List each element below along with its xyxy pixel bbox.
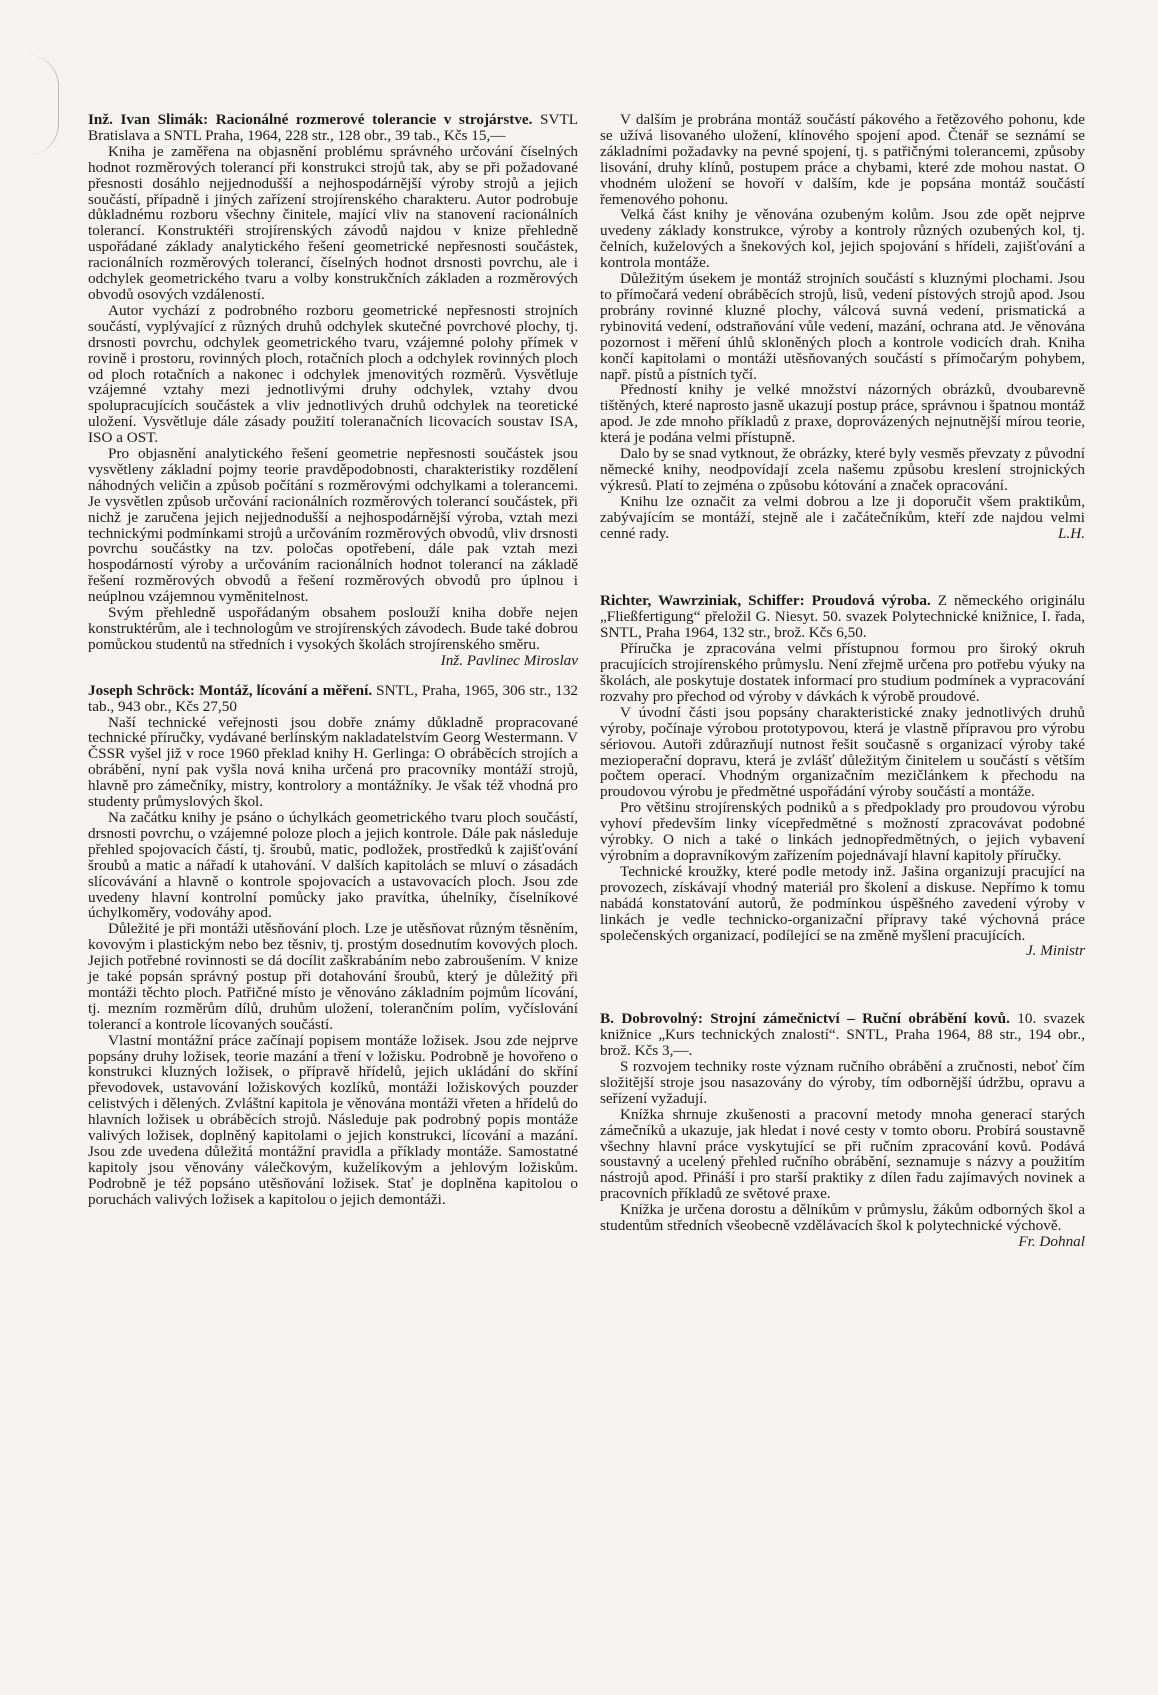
review-publication-info: SNTL, Praha, 1965, 306 str., 132 tab., 943 obr., Kčs 27,50	[88, 681, 579, 715]
review-proudova-vyroba	[600, 593, 1085, 959]
review-signature: L.H.	[1057, 524, 1085, 542]
review-heading	[88, 683, 578, 715]
review-author-title: Richter, Wawrziniak, Schiffer: Proudová výroba.	[600, 592, 931, 610]
review-paragraph	[600, 1201, 1085, 1250]
review-paragraph: Kniha je zaměřena na objasnění problému správného určování číselných hodnot rozměrových tolerancí při konstrukci strojů tak, aby se při požadované přesnosti dosáhlo nejjednodušší a nejhospodárnější výroby strojů a jejich součástí, případně i jiných zařízení strojírenského charakteru. Autor podrobuje důkladnému rozboru všechny činitele, mající vliv na stanovení racionálních tolerancí. Konstruktéři strojírenských závodů najdou v knize přehledně uspořádané základy analytického řešení geometrické nepřesnosti součástek, racionálních rozměrových tolerancí, číselných hodnot drsnosti povrchu, ale i odchylek geometrického tvaru a volby konstrukčních základen a rozměrových obvodů osových vzdáleností.	[88, 142, 578, 303]
review-paragraph: Knížka shrnuje zkušenosti a pracovní metody mnoha generací starých zámečníků a ukazuje, jak hledat i nové cesty v tomto oboru. Probírá soustavně všechny hlavní práce vyskytující se při ručním zpracování kovů. Podává soustavný a ucelený přehled ručního obrábění, seznamuje s názvy a použitím nástrojů apod. Přináší i pro starší praktiky z dílen řadu zajímavých novinek a pracovních příkladů ze světové praxe.	[600, 1105, 1085, 1203]
review-paragraph: Pro většinu strojírenských podniků a s předpoklady pro proudovou výrobu vyhoví především linky vícepředmětné s možností zpracovávat podobné výrobky. O nich a také o linkách jednopředmětných, o jejich vybavení výrobním a dopravníkovým zařízením pojednávají hlavní kapitoly příručky.	[600, 799, 1085, 864]
review-author-title: Joseph Schröck: Montáž, lícování a měření.	[88, 681, 373, 699]
review-paragraph: Příručka je zpracována velmi přístupnou formou pro široký okruh pracujících strojírenského průmyslu. Není zřejmě určena pro potřebu výuky na školách, ale poskytuje dostatek informací pro studium podmínek a vypracování rozvahy pro přechod od výroby v dávkách k výrobě proudové.	[600, 640, 1085, 705]
review-schrock-continued	[600, 112, 1085, 541]
review-paragraph: Svým přehledně uspořádaným obsahem poslouží kniha dobře nejen konstruktérům, ale i technologům ve strojírenských závodech. Bude také dobrou pomůckou studentů na středních i vysokých školách strojírenského směru.	[88, 604, 578, 653]
review-paragraph: Naší technické veřejnosti jsou dobře známy důkladně propracované technické příručky, vydávané berlínským nakladatelstvím Georg Westermann. V ČSSR vyšel již v roce 1960 překlad knihy H. Gerlinga: O obráběcích strojích a obrábění, nyní pak vyšla nová kniha určená pro pracovníky montáží strojů, hlavně pro zámečníky, mistry, kontrolory a montážníky. Je však též vhodná pro studenty průmyslových škol.	[88, 713, 578, 811]
review-paragraph-text: Knížka je určena dorostu a dělníkům v průmyslu, žákům odborných škol a studentům středních všeobecně vzdělávacích škol k polytechnické výchově.	[600, 1201, 1085, 1235]
review-schrock	[88, 683, 578, 1208]
review-dobrovolny	[600, 1010, 1085, 1250]
review-paragraph: Autor vychází z podrobného rozboru geometrické nepřesnosti strojních součástí, vyplývající z různých druhů odchylek skutečné povrchové plochy, tj. drsnosti povrchu, odchylek geometrického tvaru, vzájemné polohy přímek v rovině i prostoru, rovinných ploch, rotačních ploch a odchylek rovinných ploch od ploch rotačních a nakonec i odchylek jmenovitých rozměrů. Vysvětluje vzájemné vztahy mezi jednotlivými druhy odchylek, vztahy dvou spolupracujících součástek a vliv jednotlivých druhů odchylek na teoretické uložení. Vysvětluje dále zásady použití toleranačních licovacích soustav ISA, ISO a OST.	[88, 301, 578, 447]
review-signature: Inž. Pavlinec Miroslav	[440, 651, 578, 669]
review-signature: J. Ministr	[1025, 942, 1085, 960]
review-paragraph: V úvodní části jsou popsány charakteristické znaky jednotlivých druhů výroby, počínaje výrobou prototypovou, která je vlastně přípravou pro výrobu sériovou. Autoři zdůrazňují nutnost řešit současně s organizací výroby také mezioperační dopravu, která je zvlášť důležitým činitelem u součástí s větším počtem operací. Vhodným organizačním mezičlánkem k přechodu na proudovou výrobu je předmětné uspořádání výroby součástí a montáže.	[600, 703, 1085, 801]
review-paragraph	[600, 494, 1085, 542]
review-paragraph-text: Knihu lze označit za velmi dobrou a lze ji doporučit všem praktikům, zabývajícím se montáží, stejně ale i začátečníkům, kteří zde najdou velmi cenné rady.	[600, 492, 1085, 542]
review-slimak	[88, 112, 578, 669]
review-publication-info: SVTL Bratislava a SNTL Praha, 1964, 228 str., 128 obr., 39 tab., Kčs 15,—	[88, 111, 578, 144]
review-signature: Fr. Dohnal	[1018, 1233, 1085, 1250]
review-paragraph: Na začátku knihy je psáno o úchylkách geometrického tvaru ploch součástí, drsnosti povrchu, o vzájemné poloze ploch a jejich kontrole. Dále pak následuje přehled spojovacích částí, tj. šroubů, matic, podložek, prostředků k zajišťování šroubů a matic a nářadí k utahování. V dalších kapitolách se mluví o zásadách slícovávání a hlavně o kontrole spojovacích a ustavovacích ploch. Jsou zde uvedeny hlavní kontrolní pomůcky jako pravítka, úhelníky, číselníkové úchylkoměry, vodováhy apod.	[88, 808, 578, 922]
review-paragraph: Velká část knihy je věnována ozubeným kolům. Jsou zde opět nejprve uvedeny základy konstrukce, výroby a kontroly různých ozubených kol, tj. čelních, kuželových a šnekových kol, jejich spojování s hřídeli, zajišťování a kontrola montáže.	[600, 206, 1085, 272]
review-paragraph: S rozvojem techniky roste význam ručního obrábění a zručnosti, neboť čím složitější stroje jsou nasazovány do výroby, tím odbornější údržbu, opravu a seřízení vyžadují.	[600, 1058, 1085, 1107]
review-paragraph: Dalo by se snad vytknout, že obrázky, které byly vesměs převzaty z původní německé knihy, neodpovídají zcela našemu způsobu kreslení strojnických výkresů. Platí to zejména o způsobu kótování a značek opracování.	[600, 445, 1085, 494]
review-author-title: Inž. Ivan Slimák: Racionálné rozmerové tolerancie v strojárstve.	[88, 111, 533, 128]
review-paragraph: Důležitým úsekem je montáž strojních součástí s kluznými plochami. Jsou to přímočará vedení obráběcích strojů, lisů, vedení pístových strojů apod. Jsou probrány rovinné kluzné plochy, válcová suvná vedení, prismatická a rybinovitá vedení, odstraňování vůle vedení, mazání, ochrana atd. Je věnována pozornost i měření úhlů skloněných ploch a kontrole vodicích drah. Kniha končí kapitolami o montáži utěsňovaných součástí s přímočarým pohybem, např. pístů a pístních tyčí.	[600, 270, 1085, 383]
review-paragraph: Pro objasnění analytického řešení geometrie nepřesnosti součástek jsou vysvětleny základní pojmy teorie pravděpodobnosti, charakteristiky rozdělení náhodných veličin a způsob počítání s rozměrovými odchylkami a tolerancemi. Je vysvětlen způsob určování racionálních rozměrových tolerancí součástek, při nichž je zaručena jejich nejjednodušší a nejhospodárnější výroba, vztah mezi technickými podmínkami strojů a určováním rozměrových obvodů, vliv drsnosti povrchu součástky na tzv. poločas opotřebení, dále pak vztah mezi hospodárností výroby a určováním racionálních hodnot tolerancí na základě řešení rozměrových obvodů a řešení rozměrových obvodů pro úplnou i neúplnou vzájemnou vyměnitelnost.	[88, 445, 578, 606]
review-heading	[600, 1011, 1085, 1059]
left-column	[88, 112, 578, 1208]
review-paragraph: Předností knihy je velké množství názorných obrázků, dvoubarevně tištěných, které naprosto jasně ukazují postup práce, správnou i špatnou montáž apod. Je zde mnoho příkladů z praxe, doprovázených nejnutnější mírou teorie, která je podána velmi přístupně.	[600, 381, 1085, 447]
review-paragraph: Důležité je při montáži utěsňování ploch. Lze je utěsňovat různým těsněním, kovovým i plastickým nebo bez těsniv, tj. prostým dosednutím kovových ploch. Jejich potřebné rovinnosti se dá docílit zaškrabáním nebo zabroušením. V knize je také popsán správný postup při dotahování šroubů, který je důležitý při montáži těchto ploch. Patřičné místo je věnováno základním pojmům lícování, tj. mezním rozměrům dílů, druhům uložení, tolerančním polím, vyčíslování tolerancí a kontrole lícovaných součástí.	[88, 920, 578, 1033]
review-author-title: B. Dobrovolný: Strojní zámečnictví – Ruční obrábění kovů.	[600, 1010, 1010, 1028]
review-heading	[88, 112, 578, 144]
right-column	[600, 112, 1085, 1250]
page-binding-edge	[28, 55, 59, 155]
review-paragraph: Vlastní montážní práce začínají popisem montáže ložisek. Jsou zde nejprve popsány druhy ložisek, teorie mazání a tření v ložisku. Podrobně je hovořeno o konstrukci kluzných ložisek, o přípravě hřídelů, jejich ukládání do skříní převodovek, ustavování ložiskových kozlíků, montáži ložiskových pouzder celistvých i dělených. Zvláštní kapitola je věnována montáži vřeten a hřídelů do hlavních ložisek u obráběcích strojů. Následuje pak podrobný popis montáže valivých ložisek, doplněný kapitolami o jejich konstrukci, lícování a mazání. Jsou zde uvedena důležitá montážní pravidla a příklady montáže. Samostatné kapitoly jsou věnovány válečkovým, kuželíkovým a jehlovým ložiskům. Podrobně je též popsáno utěsňování ložisek. Stať je doplněna kapitolou o poruchách valivých ložisek a kapitolou o jejich demontáži.	[88, 1031, 578, 1208]
review-paragraph: Technické kroužky, které podle metody inž. Jašina organizují pracující na provozech, získávají vhodný materiál pro školení a diskuse. Nepřímo k tomu nabádá konstatování autorů, že podmínkou úspěšného zavedení výroby v linkách je vedle technicko-organizační přípravy také výchovná práce společenských organizací, podílející se na změně myšlení pracujících.	[600, 862, 1085, 944]
review-publication-info: 10. svazek knižnice „Kurs technických znalostí“. SNTL, Praha 1964, 88 str., 194 obr., brož. Kčs 3,—.	[600, 1010, 1085, 1060]
review-paragraph: V dalším je probrána montáž součástí pákového a řetězového pohonu, kde se užívá lisovaného uložení, klínového spojení apod. Čtenář se seznámí se základními požadavky na pevné spojení, tj. s patřičnými tolerancemi, způsoby lisování, druhy klínů, postupem práce a chybami, které zde mohou nastat. O vhodném uložení se hovoří v dalším, kde je popsána montáž součástí řemenového pohonu.	[600, 111, 1085, 208]
review-publication-info: Z německého originálu „Fließfertigung“ přeložil G. Niesyt. 50. svazek Polytechnické knižnice, I. řada, SNTL, Praha 1964, 132 str., brož. Kčs 6,50.	[600, 592, 1086, 642]
review-heading	[600, 593, 1085, 641]
